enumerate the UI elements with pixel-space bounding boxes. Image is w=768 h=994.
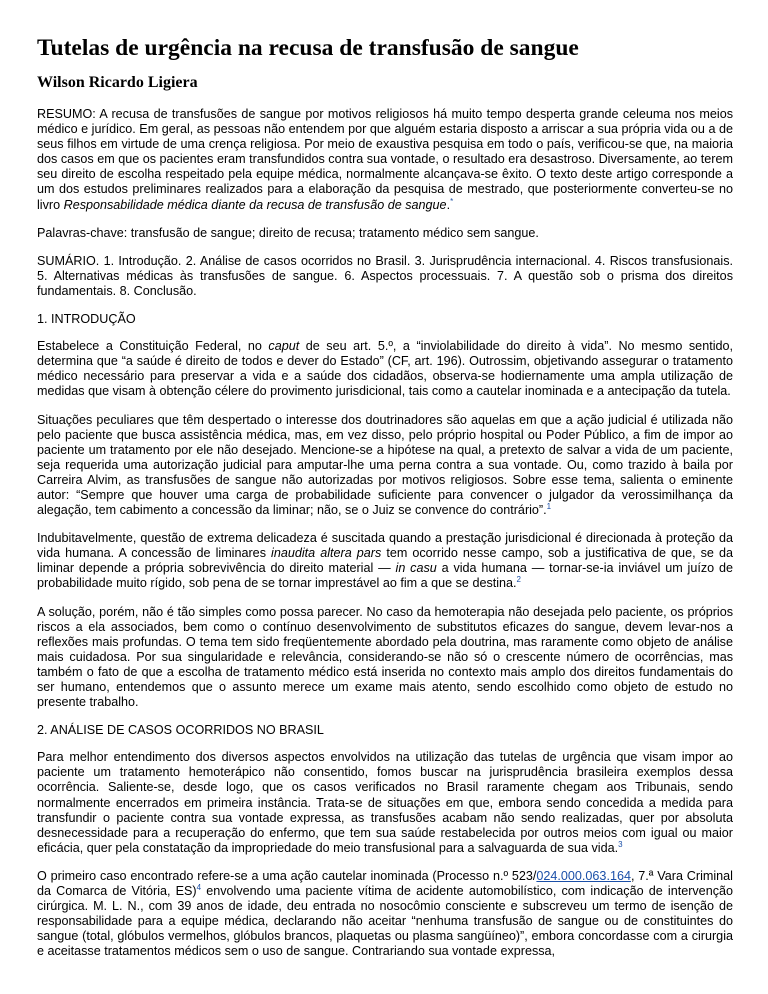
intro-p3-text-a: Indubitavelmente, questão de extrema delicadeza é suscitada quando a prestação jurisdicional é direcionada à proteção da vida humana. A concessão de liminares: [37, 531, 733, 561]
article-author: Wilson Ricardo Ligiera: [37, 74, 198, 91]
intro-p1-text-b: de seu art. 5.º, a “inviolabilidade do direito à vida”. No mesmo sentido, determina que “a saúde é direito de todos e dever do Estado” (CF, art. 196). Outrossim, objetivando assegurar o tratamento médico necessário para preservar a vida e a saúde dos cidadãos, observa-se hodiernamente uma ampla utilização de medidas que visam à obtenção célere do provimento jurisdicional, tais como a cautelar inominada e a antecipação da tutela.: [37, 339, 733, 399]
intro-paragraph-1: [37, 339, 733, 399]
intro-p1-text-a: Estabelece a Constituição Federal, no: [37, 339, 269, 354]
intro-p3-text-c: a vida humana — tornar-se-ia inviável um juízo de probabilidade muito rígido, sob pena de se tornar imprestável ao fim a que se destina.: [37, 561, 733, 591]
abstract-end: .: [446, 197, 451, 212]
book-title: Responsabilidade médica diante da recusa de transfusão de sangue: [63, 197, 447, 212]
latin-phrase-inaudita: inaudita altera pars: [271, 546, 382, 561]
s2-p2-text-b: , 7.ª Vara Criminal da Comarca de Vitória, ES): [37, 868, 733, 899]
intro-paragraph-2: [37, 413, 733, 519]
latin-phrase-in-casu: in casu: [395, 561, 437, 576]
intro-paragraph-3: [37, 531, 733, 591]
intro-p3-text-b: tem ocorrido nesse campo, sob a justificativa de que, se da liminar depende a própria sobrevivência do direito material —: [37, 546, 733, 576]
footnote-ref-3[interactable]: 3: [618, 839, 623, 849]
caput-term: caput: [268, 339, 300, 354]
keywords-paragraph: Palavras-chave: transfusão de sangue; direito de recusa; tratamento médico sem sangue.: [37, 225, 539, 240]
abstract-text: RESUMO: A recusa de transfusões de sangue por motivos religiosos há muito tempo desperta grande celeuma nos meios médico e jurídico. Em geral, as pessoas não entendem por que alguém estaria disposto a arriscar a sua própria vida ou a de seus filhos em virtude de uma crença religiosa. Por meio de exaustiva pesquisa em todo o país, verificou-se que, na maioria dos casos em que os pacientes eram transfundidos contra sua vontade, o resultado era desastroso. Diversamente, ao terem seu direito de escolha respeitado pela equipe médica, normalmente alcançava-se êxito. O texto deste artigo corresponde a um dos estudos preliminares realizados para a elaboração da pesquisa de mestrado, que posteriormente converteu-se no livro: [37, 107, 733, 212]
s2-p1-text: Para melhor entendimento dos diversos aspectos envolvidos na utilização das tutelas de urgência que visam impor ao paciente um tratamento hemoterápico não consentido, fomos buscar na jurisprudência brasileira exemplos dessa ocorrência. Saliente-se, desde logo, que os casos verificados no Brasil raramente chegam aos Tribunais, sendo normalmente encerrados em primeira instância. Trata-se de situações em que, embora sendo concedida a medida para transfundir o paciente contra sua vontade expressa, as transfusões acabam não sendo realizadas, quer por absoluta desnecessidade para a recuperação do enfermo, que tem sua saúde restabelecida por outros meios com igual ou maior eficácia, quer pela constatação da impropriedade do meio transfusional para a salvaguarda de sua vida.: [37, 750, 733, 855]
intro-p2-text: Situações peculiares que têm despertado o interesse dos doutrinadores são aquelas em que a ação judicial é utilizada não pelo paciente que busca assistência médica, mas, em vez disso, pelo próprio hospital ou Poder Público, a fim de impor ao paciente um tratamento por ele não desejado. Mencione-se a hipótese na qual, a pretexto de salvar a vida de um paciente, seja requerida uma autorização judicial para amputar-lhe uma perna contra a sua vontade. Ou, como trazido à baila por Carreira Alvim, as transfusões de sangue não autorizadas por motivos religiosos. Sobre esse tema, salienta o eminente autor: “Sempre que houver uma carga de probabilidade suficiente para convencer o julgador da verossimilhança da alegação, tem cabimento a concessão da liminar; não, se o Juiz se convence do contrário”.: [37, 412, 733, 518]
footnote-ref-2[interactable]: 2: [516, 575, 521, 585]
s2-p2-text-a: O primeiro caso encontrado refere-se a uma ação cautelar inominada (Processo n.º 523/: [37, 868, 537, 883]
section-2-paragraph-2: [37, 869, 733, 960]
section-2-paragraph-1: [37, 750, 733, 856]
summary-paragraph: SUMÁRIO. 1. Introdução. 2. Análise de casos ocorridos no Brasil. 3. Jurisprudência internacional. 4. Riscos transfusionais. 5. Alternativas médicas às transfusões de sangue. 6. Aspectos processuais. 7. A questão sob o prisma dos direitos fundamentais. 8. Conclusão.: [37, 253, 733, 298]
footnote-ref-1[interactable]: 1: [546, 501, 552, 511]
footnote-ref-4[interactable]: 4: [196, 882, 202, 892]
section-1-heading: 1. INTRODUÇÃO: [37, 312, 136, 327]
process-number-link[interactable]: 024.000.063.164: [536, 868, 631, 883]
s2-p2-text-c: envolvendo uma paciente vítima de acidente automobilístico, com indicação de intervenção cirúrgica. M. L. N., com 39 anos de idade, deu entrada no nosocômio consciente e subscreveu um termo de isenção de responsabilidade para a equipe médica, declarando não aceitar “nenhuma transfusão de sangue ou de constituintes do sangue (total, glóbulos vermelhos, glóbulos brancos, plaquetas ou plasma sangüíneo)”, embora concordasse com a cirurgia e aceitasse tratamentos médicos sem o uso de sangue. Contrariando sua vontade expressa,: [37, 884, 733, 959]
footnote-ref-star[interactable]: *: [450, 196, 454, 206]
article-title: Tutelas de urgência na recusa de transfusão de sangue: [37, 35, 579, 61]
section-2-heading: 2. ANÁLISE DE CASOS OCORRIDOS NO BRASIL: [37, 723, 324, 738]
intro-paragraph-4: A solução, porém, não é tão simples como possa parecer. No caso da hemoterapia não desejada pelo paciente, os próprios riscos a ela associados, bem como o contínuo desenvolvimento de substitutos eficazes do sangue, devem levar-nos a reflexões mais profundas. O tema tem sido freqüentemente abordado pela doutrina, mas raramente como objeto de análise mais cuidadosa. Por sua singularidade e relevância, considerando-se não só o crescente número de ocorrências, mas também o fato de que a escolha de tratamento médico está inserida no contexto mais amplo dos direitos fundamentais do ser humano, entendemos que o assunto merece um exame mais atento, sendo escolhido como objeto de estudo no presente trabalho.: [37, 604, 733, 710]
abstract-paragraph: [37, 107, 733, 213]
